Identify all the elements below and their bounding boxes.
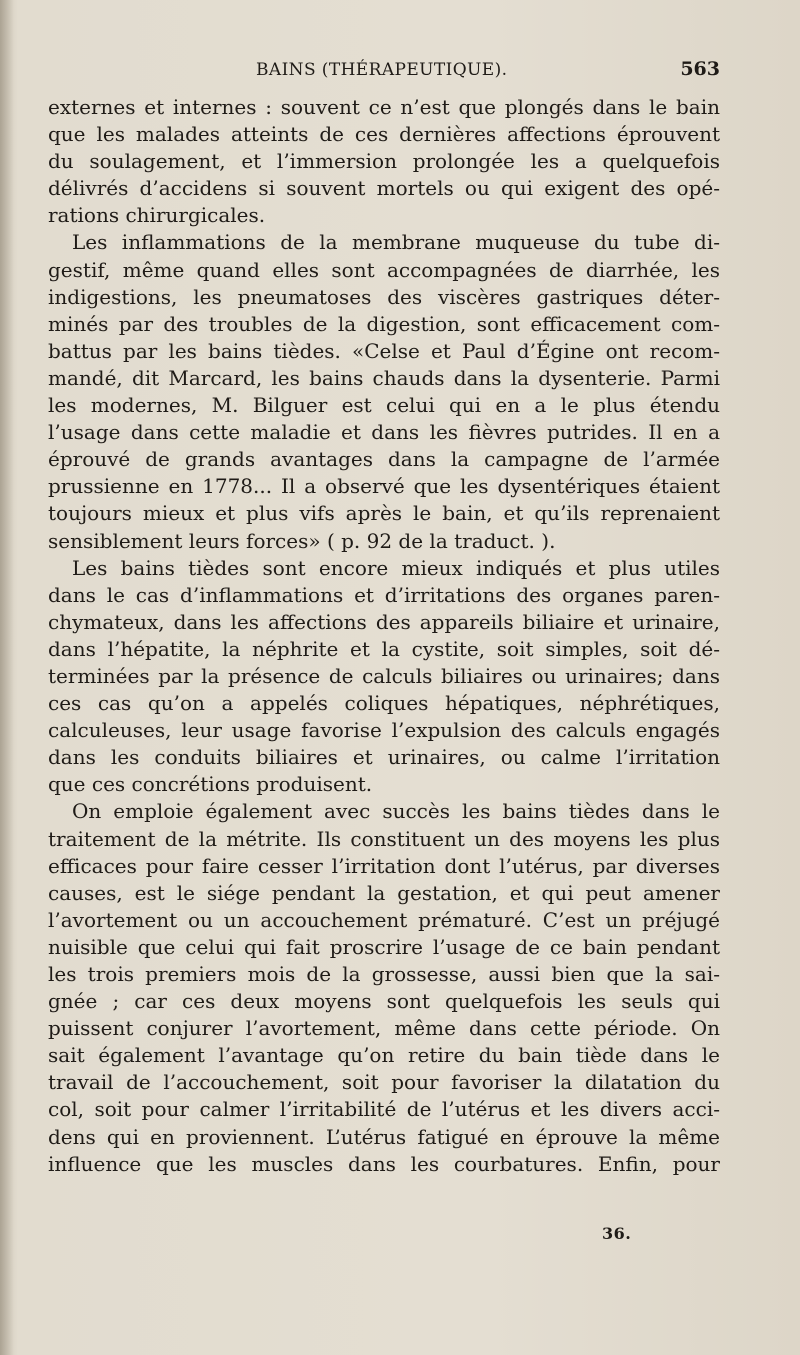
text-line-34: gnée ; car ces deux moyens sont quelquefois les seuls qui [48,989,720,1014]
text-line-30: causes, est le siége pendant la gestation, et qui peut amener [48,880,720,905]
text-line-21: dans l’hépatite, la néphrite et la cystite, soit simples, soit dé- [48,636,720,661]
text-line-15: prussienne en 1778... Il a observé que les dysentériques étaient [48,474,720,499]
text-line-33: les trois premiers mois de la grossesse, aussi bien que la sai- [48,962,720,986]
text-line-36: sait également l’avantage qu’on retire du bain tiède dans le [48,1043,720,1068]
main-text [48,94,720,1224]
text-line-18: Les bains tièdes sont encore mieux indiqués et plus utiles [72,555,720,580]
page-spine-shadow [0,0,14,1355]
text-line-20: chymateux, dans les affections des appareils biliaire et urinaire, [48,609,720,634]
text-line-35: puissent conjurer l’avortement, même dans cette période. On [48,1016,720,1041]
text-line-31: l’avortement ou un accouchement prématuré. C’est un préjugé [48,907,720,932]
text-line-22: terminées par la présence de calculs biliaires ou urinaires; dans [48,663,720,688]
text-line-29: efficaces pour faire cesser l’irritation dont l’utérus, par diverses [48,853,720,878]
text-line-17: sensiblement leurs forces» ( p. 92 de la traduct. ). [48,528,556,553]
text-line-39: dens qui en proviennent. L’utérus fatigué en éprouve la même [48,1124,720,1149]
page-header [48,58,720,88]
text-line-13: l’usage dans cette maladie et dans les fièvres putrides. Il en a [48,420,720,445]
text-line-6: Les inflammations de la membrane muqueuse du tube di- [72,230,720,255]
text-line-37: travail de l’accouchement, soit pour favoriser la dilatation du [48,1070,720,1095]
text-line-40: influence que les muscles dans les courbatures. Enfin, pour [48,1151,720,1176]
signature-mark: 36. [602,1224,632,1243]
text-line-19: dans le cas d’inflammations et d’irritations des organes paren- [48,582,720,607]
text-line-11: mandé, dit Marcard, les bains chauds dans la dysenterie. Parmi [48,365,720,390]
text-line-38: col, soit pour calmer l’irritabilité de l’utérus et les divers acci- [48,1097,720,1122]
text-line-8: indigestions, les pneumatoses des viscères gastriques déter- [48,284,720,309]
text-line-9: minés par des troubles de la digestion, sont efficacement com- [48,311,720,336]
text-line-23: ces cas qu’on a appelés coliques hépatiques, néphrétiques, [48,691,720,716]
text-line-12: les modernes, M. Bilguer est celui qui en a le plus étendu [48,393,720,418]
text-line-24: calculeuses, leur usage favorise l’expulsion des calculs engagés [48,718,720,743]
text-line-16: toujours mieux et plus vifs après le bain, et qu’ils reprenaient [48,501,720,526]
text-line-32: nuisible que celui qui fait proscrire l’usage de ce bain pendant [48,934,720,959]
text-line-28: traitement de la métrite. Ils constituent un des moyens les plus [48,826,720,851]
text-line-2: que les malades atteints de ces dernières affections éprouvent [48,122,720,147]
text-line-1: externes et internes : souvent ce n’est que plongés dans le bain [48,95,720,119]
text-line-14: éprouvé de grands avantages dans la campagne de l’armée [48,447,720,472]
text-line-27: On emploie également avec succès les bains tièdes dans le [72,799,720,824]
running-head: BAINS (THÉRAPEUTIQUE). [256,60,508,80]
text-line-26: que ces concrétions produisent. [48,772,373,797]
text-line-4: délivrés d’accidens si souvent mortels ou qui exigent des opé- [48,176,720,201]
text-line-25: dans les conduits biliaires et urinaires, ou calme l’irritation [48,745,720,770]
text-line-10: battus par les bains tièdes. «Celse et Paul d’Égine ont recom- [48,338,720,363]
text-line-7: gestif, même quand elles sont accompagnées de diarrhée, les [48,257,720,282]
text-line-3: du soulagement, et l’immersion prolongée les a quelquefois [48,149,720,174]
page-number: 563 [680,58,720,80]
text-line-5: rations chirurgicales. [48,203,266,228]
